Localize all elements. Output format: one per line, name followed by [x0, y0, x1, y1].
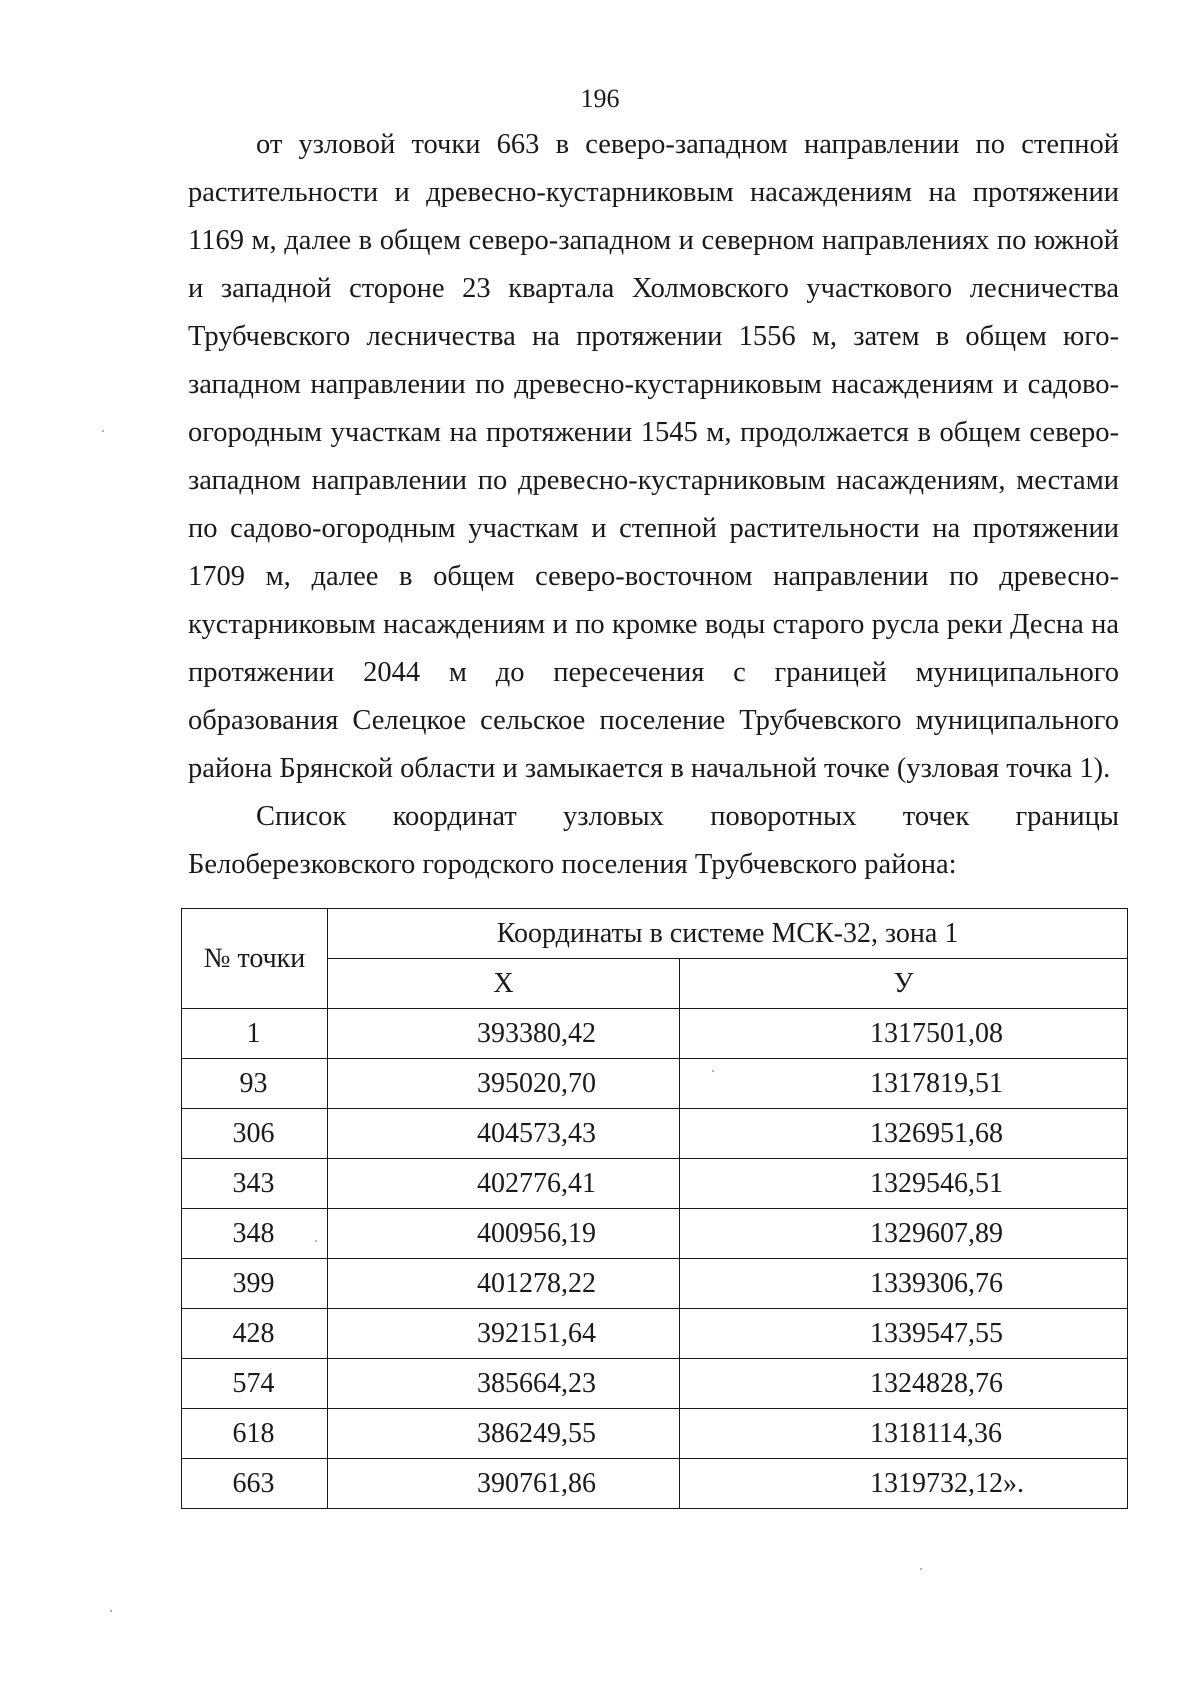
page-number: 196 — [580, 84, 620, 113]
cell-x: 401278,22 — [328, 1259, 680, 1309]
table-row — [182, 1309, 1128, 1359]
cell-point: 618 — [182, 1409, 328, 1459]
scan-speck — [315, 1240, 317, 1242]
cell-y: 1326951,68 — [680, 1109, 1128, 1159]
table-row — [182, 1059, 1128, 1109]
column-header-point: № точки — [182, 909, 328, 1009]
cell-point: 348 — [182, 1209, 328, 1259]
cell-y: 1329546,51 — [680, 1159, 1128, 1209]
cell-point: 343 — [182, 1159, 328, 1209]
coordinates-table — [181, 908, 1128, 1509]
scan-speck — [110, 1610, 112, 1612]
cell-point: 399 — [182, 1259, 328, 1309]
cell-y: 1319732,12». — [680, 1459, 1128, 1509]
table-header-row — [182, 909, 1128, 959]
column-header-coordinates: Координаты в системе МСК-32, зона 1 — [328, 909, 1128, 959]
cell-x: 385664,23 — [328, 1359, 680, 1409]
cell-point: 574 — [182, 1359, 328, 1409]
table-row — [182, 1359, 1128, 1409]
table-row — [182, 1459, 1128, 1509]
cell-x: 390761,86 — [328, 1459, 680, 1509]
cell-point: 1 — [182, 1009, 328, 1059]
cell-y: 1318114,36 — [680, 1409, 1128, 1459]
column-header-x: X — [328, 959, 680, 1009]
cell-point: 428 — [182, 1309, 328, 1359]
cell-x: 395020,70 — [328, 1059, 680, 1109]
cell-x: 400956,19 — [328, 1209, 680, 1259]
table-row — [182, 1159, 1128, 1209]
scan-speck — [712, 1070, 714, 1072]
table-row — [182, 1209, 1128, 1259]
paragraph: от узловой точки 663 в северо-западном направлении по степной растительности и древесно-кустарниковым насаждениям на протяжении 1169 м, далее в общем северо-западном и северном направлениях по южной и западной стороне 23 квартала Холмовского участкового лесничества Трубчевского лесничества на протяжении 1556 м, затем в общем юго-западном направлении по древесно-кустарниковым насаждениям и садово-огородным участкам на протяжении 1545 м, продолжается в общем северо-западном направлении по древесно-кустарниковым насаждениям, местами по садово-огородным участкам и степной растительности на протяжении 1709 м, далее в общем северо-восточном направлении по древесно-кустарниковым насаждениям и по кромке воды старого русла реки Десна на протяжении 2044 м до пересечения с границей муниципального образования Селецкое сельское поселение Трубчевского муниципального района Брянской области и замыкается в начальной точке (узловая точка 1). — [188, 129, 1119, 784]
cell-y: 1339306,76 — [680, 1259, 1128, 1309]
body-text — [188, 121, 1119, 889]
cell-x: 392151,64 — [328, 1309, 680, 1359]
table-row — [182, 1409, 1128, 1459]
cell-y: 1324828,76 — [680, 1359, 1128, 1409]
cell-x: 393380,42 — [328, 1009, 680, 1059]
table-row — [182, 1259, 1128, 1309]
table-row — [182, 1009, 1128, 1059]
paragraph: Список координат узловых поворотных точек границы Белоберезковского городского поселения Трубчевского района: — [188, 801, 1119, 880]
scan-speck — [920, 1568, 922, 1570]
cell-point: 306 — [182, 1109, 328, 1159]
column-header-y: У — [680, 959, 1128, 1009]
cell-x: 402776,41 — [328, 1159, 680, 1209]
coordinates-table-wrapper — [181, 908, 1127, 1509]
cell-x: 404573,43 — [328, 1109, 680, 1159]
table-row — [182, 1109, 1128, 1159]
scan-speck — [102, 430, 104, 432]
cell-y: 1317501,08 — [680, 1009, 1128, 1059]
table-body — [182, 1009, 1128, 1509]
cell-y: 1317819,51 — [680, 1059, 1128, 1109]
cell-x: 386249,55 — [328, 1409, 680, 1459]
cell-y: 1339547,55 — [680, 1309, 1128, 1359]
cell-point: 93 — [182, 1059, 328, 1109]
cell-y: 1329607,89 — [680, 1209, 1128, 1259]
cell-point: 663 — [182, 1459, 328, 1509]
